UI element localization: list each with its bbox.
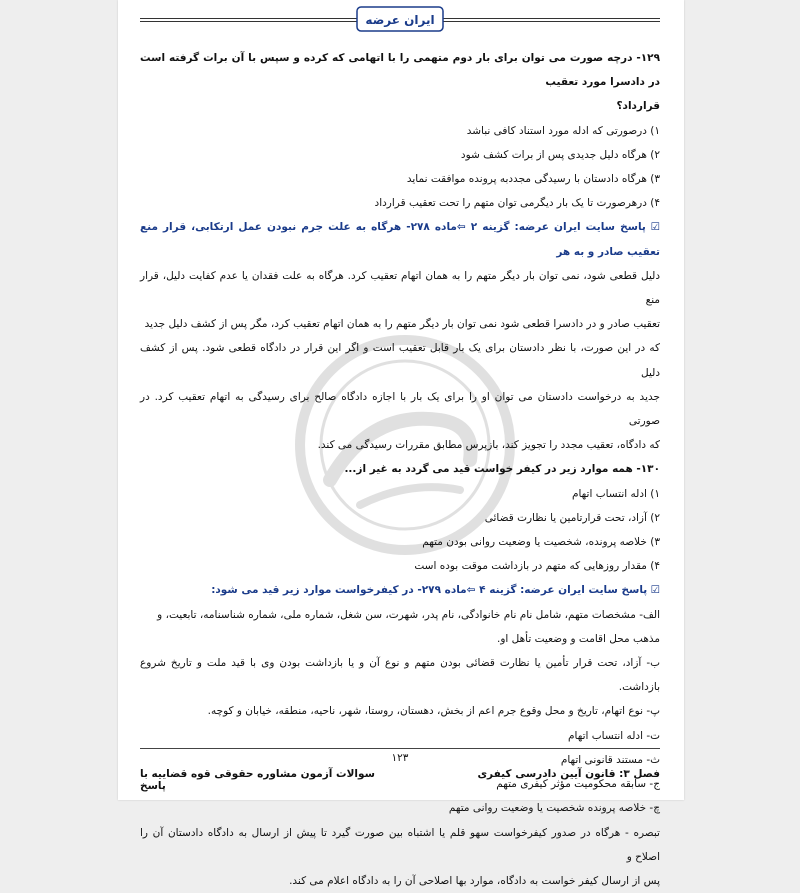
body-line: پ- نوع اتهام، تاریخ و محل وقوع جرم اعم از بخش، دهستان، روستا، شهر، ناحیه، منطقه، خیابان و کوچه.: [207, 705, 660, 718]
body-line: دلیل قطعی شود، نمی توان بار دیگر متهم را به همان اتهام تعقیب کرد. هرگاه به علت فقدان یا عدم کفایت دلیل، قرار منع: [140, 269, 660, 307]
body-line: مذهب محل اقامت و وضعیت تأهل او.: [497, 632, 660, 645]
checkbox-icon: ☑: [645, 221, 660, 234]
body-line: ۳) هرگاه دادستان با رسیدگی مجددبه پرونده موافقت نماید: [406, 173, 660, 186]
question-line: ۱۳۰- همه موارد زیر در کیفر خواست قید می گردد به غیر از...: [344, 463, 660, 476]
body-line: جدید به درخواست دادستان می توان او را برای یک بار با اجازه دادگاه صالح برای رسیدگی به اتهام تعقیب کرد. در صورتی: [140, 390, 660, 428]
answer-text: پاسخ سایت ایران عرضه: گزینه ۲ ⇦ماده ۲۷۸- هرگاه به علت جرم نبودن عمل ارتکابی، قرار منع تعقیب صادر و به هر: [140, 221, 660, 258]
body-line: ب- آزاد، تحت قرار تأمین یا نظارت قضائی بودن متهم و نوع آن و یا بازداشت بودن وی با قید ملت و تاریخ شروع بازداشت.: [140, 657, 660, 694]
logo-text: ایران عرضه: [365, 13, 435, 27]
body-line: ت- ادله انتساب اتهام: [568, 729, 660, 742]
body-line: ۳) خلاصه پرونده، شخصیت یا وضعیت روانی بودن متهم: [422, 536, 660, 549]
book-title: سوالات آزمون مشاوره حقوقی قوه قضاییه با پاسخ: [140, 768, 375, 792]
chapter-title: فصل ۳: قانون آیین دادرسی کیفری: [477, 768, 660, 780]
body-line: ج- سابقه محکومیت مؤثر کیفری متهم: [496, 778, 660, 791]
body-line: پس از ارسال کیفر خواست به دادگاه، موارد بها اصلاحی آن را به دادگاه اعلام می کند.: [289, 874, 660, 887]
body-line: ۴) مقدار روزهایی که متهم در بازداشت موقت بوده است: [414, 560, 660, 573]
body-line: ۴) درهرصورت تا یک بار دیگرمی توان متهم را تحت تعقیب قرارداد: [374, 197, 660, 210]
body-line: ۱) درصورتی که ادله مورد استناد کافی نباشد: [466, 124, 660, 137]
answer-line: [140, 215, 660, 263]
body-line: ۲) آزاد، تحت قرارتامین یا نظارت قضائی: [484, 511, 660, 524]
body-line: تعقیب صادر و در دادسرا قطعی شود نمی توان بار دیگر متهم را به همان اتهام تعقیب کرد، مگر پس از کشف دلیل جدید: [144, 318, 660, 331]
body-line: که در این صورت، با نظر دادستان برای یک بار قابل تعقیب است و اگر این قرار در دادگاه قطعی شود. پس از کشف دلیل: [140, 342, 660, 379]
page-number: ۱۲۳: [391, 752, 409, 764]
answer-line: [140, 578, 660, 602]
checkbox-icon: ☑: [647, 584, 660, 597]
footer-rule: [140, 748, 660, 749]
question-line: قرارداد؟: [616, 100, 660, 113]
body-line: تبصره - هرگاه در صدور کیفرخواست سهو قلم یا اشتباه بین صورت گیرد تا پیش از ارسال به دادگاه دادستان آن را اصلاح و: [140, 826, 660, 863]
question-line: ۱۲۹- درچه صورت می توان برای بار دوم متهمی را با اتهامی که کرده و سپس با آن برات گرفته است در دادسرا مورد تعقیب: [140, 52, 660, 89]
logo-icon: [355, 4, 445, 34]
page-body: [140, 46, 660, 893]
body-line: ث- مستند قانونی اتهام: [560, 753, 660, 766]
answer-text: پاسخ سایت ایران عرضه: گزینه ۴ ⇦ماده ۲۷۹- در کیفرخواست موارد زیر قید می شود:: [211, 584, 648, 597]
body-line: ۲) هرگاه دلیل جدیدی پس از برات کشف شود: [460, 148, 660, 161]
body-line: ۱) ادله انتساب اتهام: [571, 487, 660, 500]
body-line: که دادگاه، تعقیب مجدد را تجویز کند، بازپرس مطابق مقررات رسیدگی می کند.: [317, 439, 660, 452]
body-line: الف- مشخصات متهم، شامل نام نام خانوادگی، نام پدر، شهرت، سن شغل، شماره ملی، شماره شناسنامه، تابعیت، و: [157, 608, 660, 621]
body-line: چ- خلاصه پرونده شخصیت یا وضعیت روانی متهم: [448, 802, 660, 815]
